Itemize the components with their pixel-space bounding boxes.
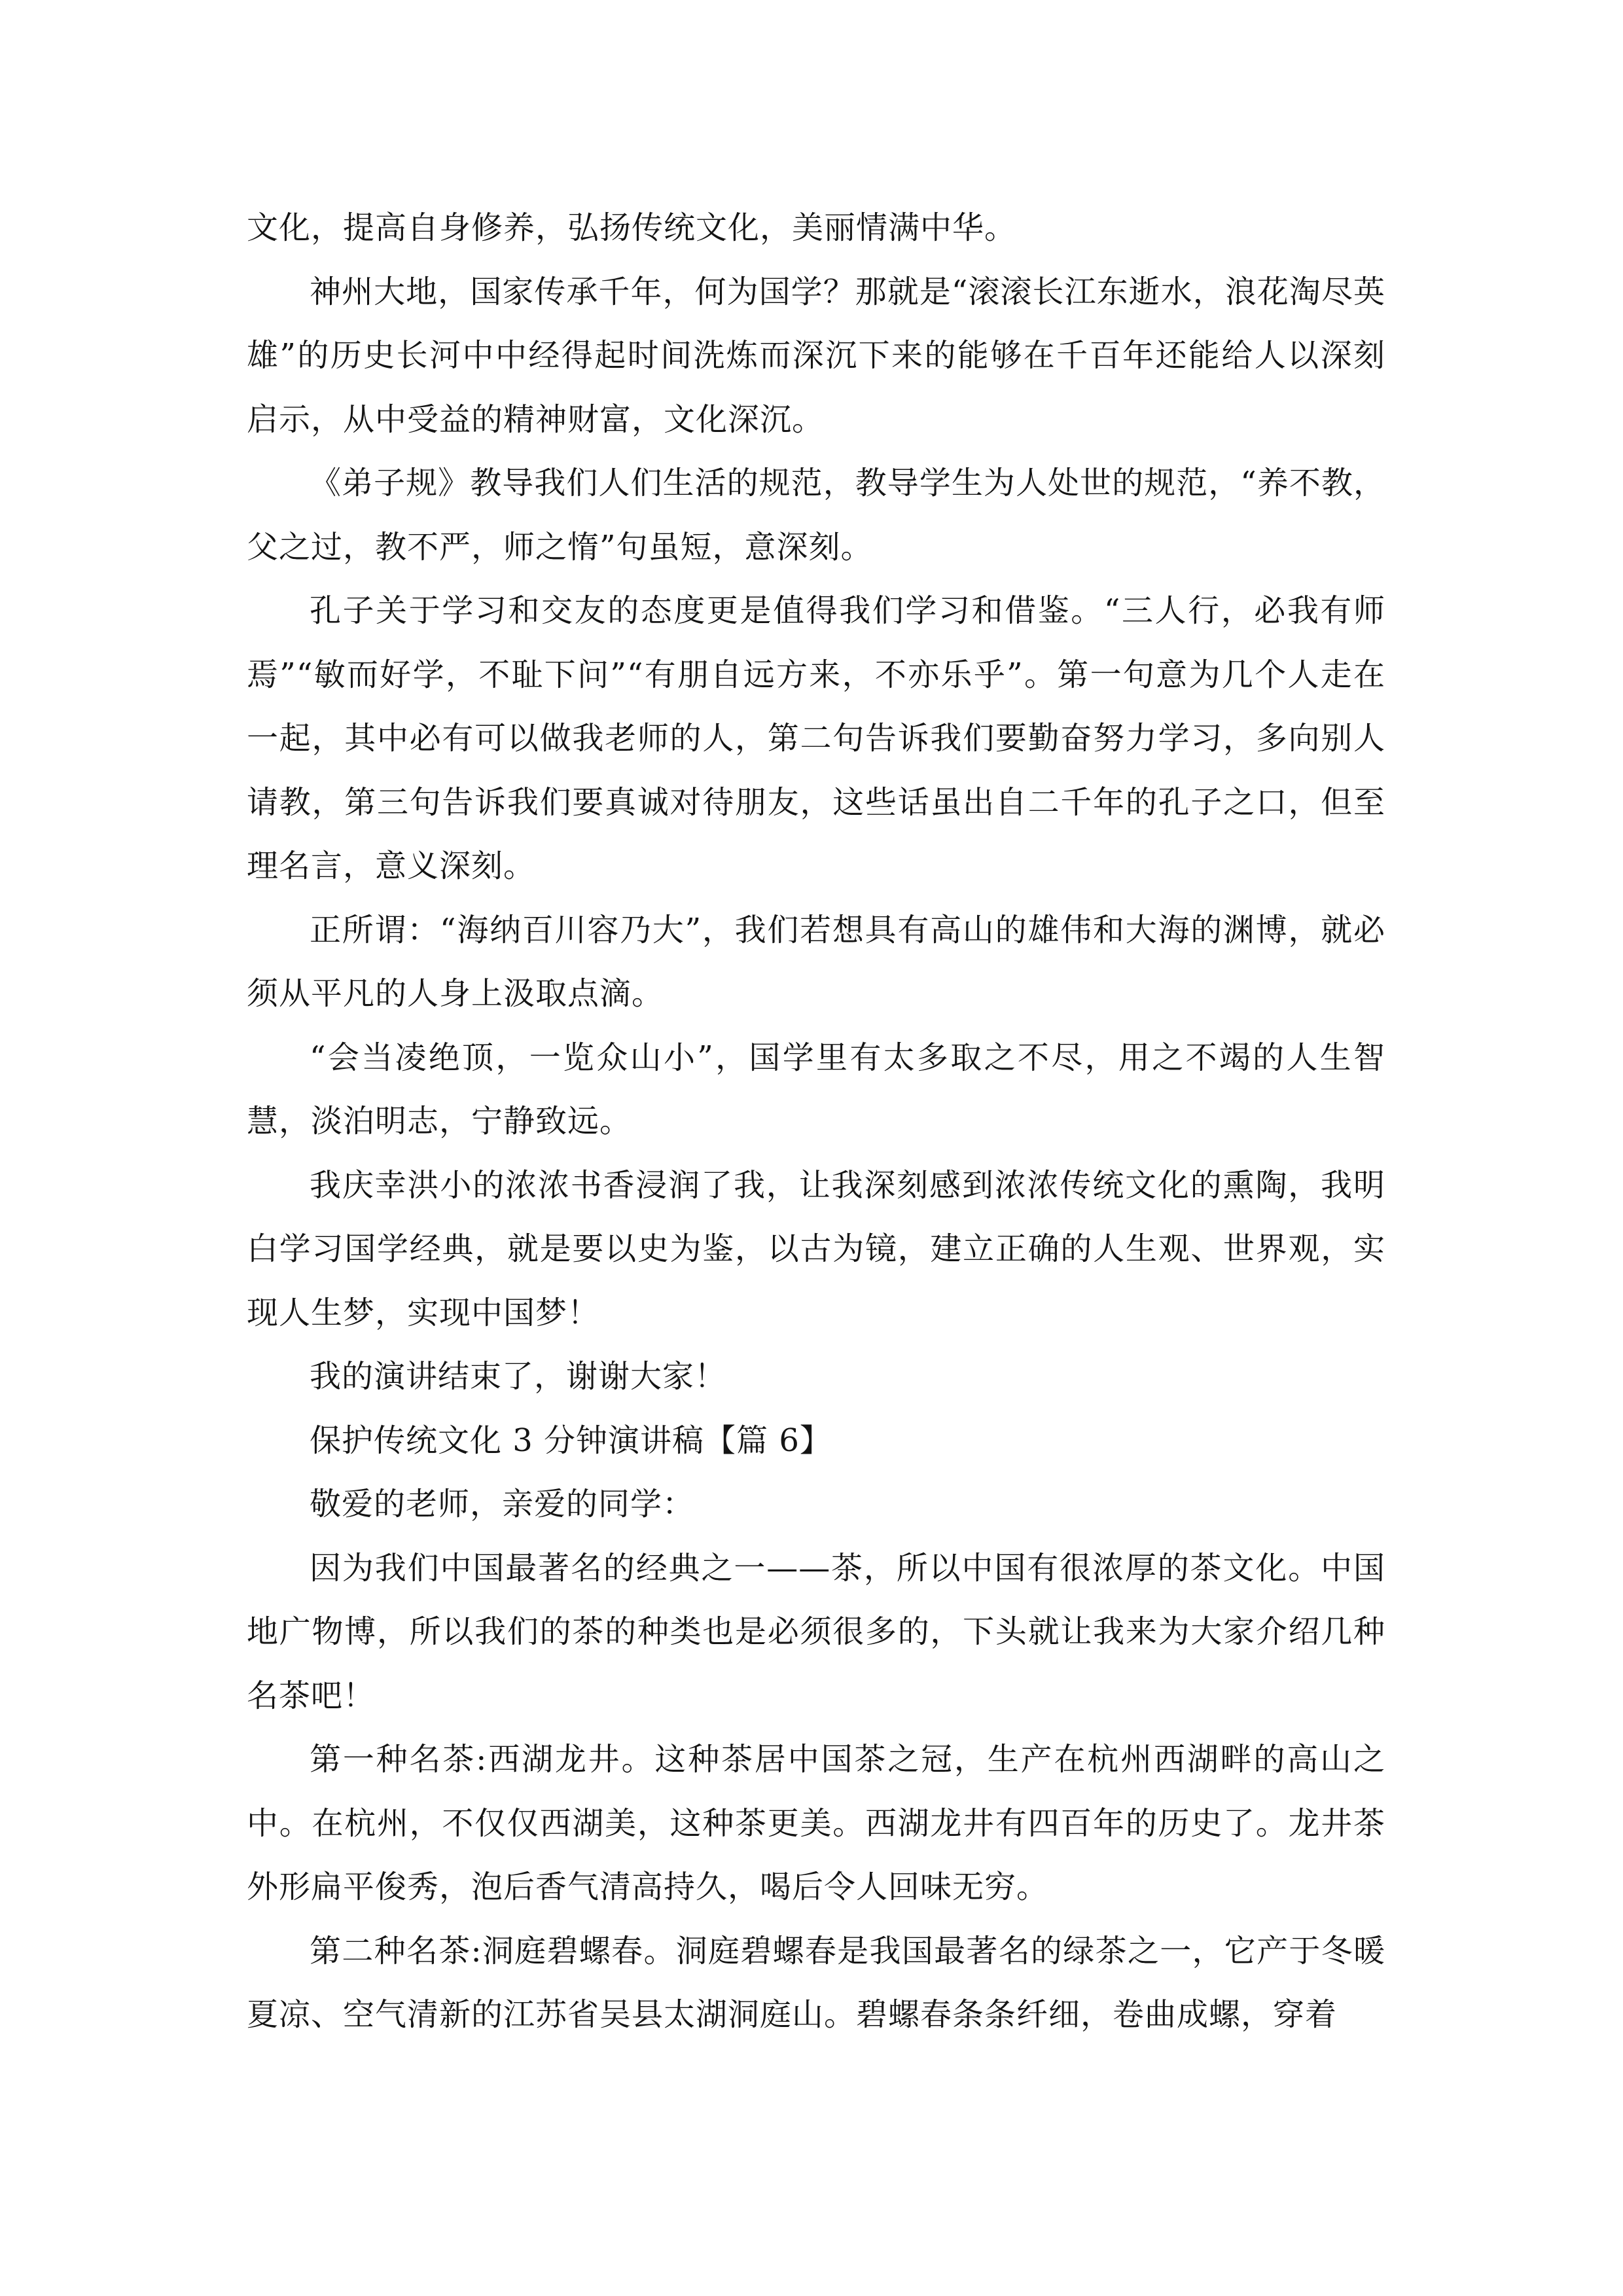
paragraph-13: 第二种名茶:洞庭碧螺春。洞庭碧螺春是我国最著名的绿茶之一，它产于冬暖夏凉、空气清新的江苏省吴县太湖洞庭山。碧螺春条条纤细，卷曲成螺，穿着	[247, 1932, 1385, 2033]
paragraph-4: 孔子关于学习和交友的态度更是值得我们学习和借鉴。“三人行，必我有师焉”“敏而好学，不耻下问”“有朋自远方来，不亦乐乎”。第一句意为几个人走在一起，其中必有可以做我老师的人，第二句告诉我们要勤奋努力学习，多向别人请教，第三句告诉我们要真诚对待朋友，这些话虽出自二千年的孔子之口，但至理名言，意义深刻。	[247, 592, 1385, 884]
paragraph-7: 我庆幸洪小的浓浓书香浸润了我，让我深刻感到浓浓传统文化的熏陶，我明白学习国学经典，就是要以史为鉴，以古为镜，建立正确的人生观、世界观，实现人生梦，实现中国梦！	[247, 1166, 1385, 1331]
salutation: 敬爱的老师，亲爱的同学：	[310, 1486, 695, 1522]
section-heading: 保护传统文化 3 分钟演讲稿【篇 6】	[310, 1422, 832, 1459]
document-body	[247, 196, 1385, 2047]
paragraph-5: 正所谓：“海纳百川容乃大”，我们若想具有高山的雄伟和大海的渊博，就必须从平凡的人身上汲取点滴。	[247, 911, 1385, 1012]
paragraph-3: 《弟子规》教导我们人们生活的规范，教导学生为人处世的规范，“养不教，父之过，教不严，师之惰”句虽短，意深刻。	[247, 465, 1385, 565]
paragraph-2: 神州大地，国家传承千年，何为国学？那就是“滚滚长江东逝水，浪花淘尽英雄”的历史长河中中经得起时间洗炼而深沉下来的能够在千百年还能给人以深刻启示，从中受益的精神财富，文化深沉。	[247, 273, 1385, 438]
paragraph-1: 文化，提高自身修养，弘扬传统文化，美丽情满中华。	[247, 209, 1017, 246]
paragraph-8: 我的演讲结束了，谢谢大家！	[310, 1358, 727, 1395]
paragraph-6: “会当凌绝顶，一览众山小”，国学里有太多取之不尽，用之不竭的人生智慧，淡泊明志，宁静致远。	[247, 1039, 1385, 1139]
paragraph-11: 因为我们中国最著名的经典之一——茶，所以中国有很浓厚的茶文化。中国地广物博，所以我们的茶的种类也是必须很多的，下头就让我来为大家介绍几种名茶吧！	[247, 1549, 1385, 1714]
paragraph-12: 第一种名茶:西湖龙井。这种茶居中国茶之冠，生产在杭州西湖畔的高山之中。在杭州，不仅仅西湖美，这种茶更美。西湖龙井有四百年的历史了。龙井茶外形扁平俊秀，泡后香气清高持久，喝后令人回味无穷。	[247, 1741, 1385, 1905]
